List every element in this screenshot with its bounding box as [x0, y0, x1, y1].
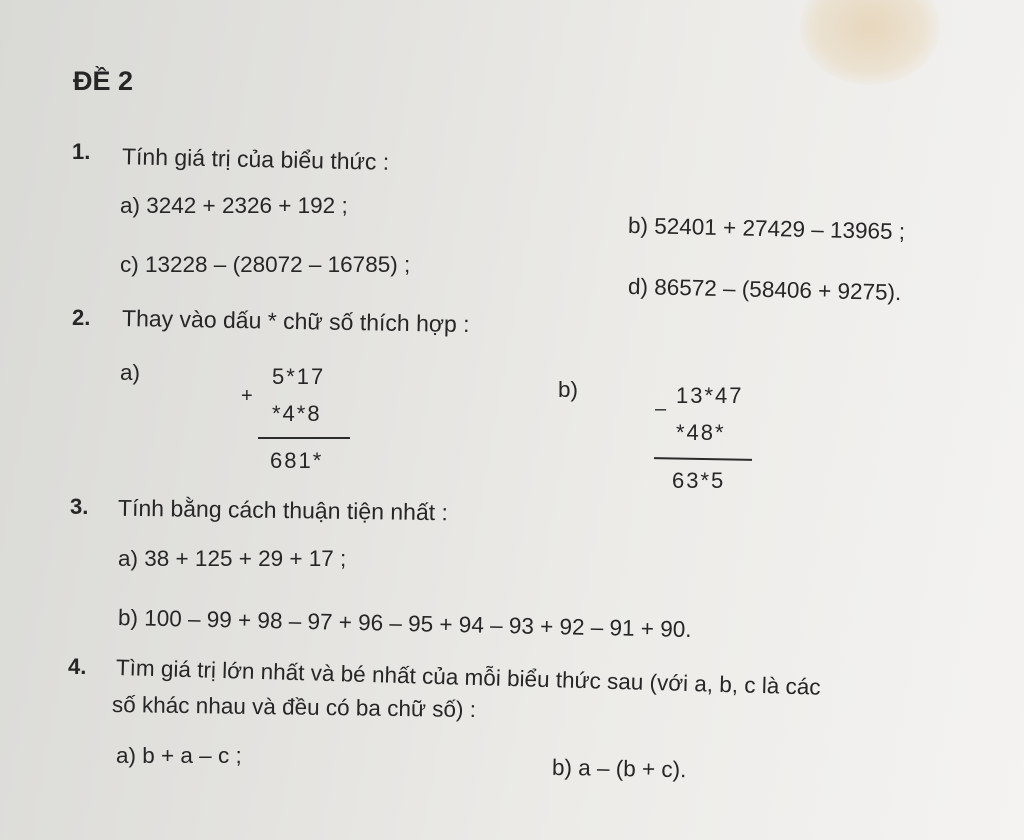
question-3a: a) 38 + 125 + 29 + 17 ; [118, 546, 347, 571]
question-1-number: 1. [72, 139, 91, 164]
question-4b: b) a – (b + c). [551, 754, 687, 783]
question-3b: b) 100 – 99 + 98 – 97 + 96 – 95 + 94 – 93 + 92 – 91 + 90. [117, 605, 692, 643]
question-3-text: Tính bằng cách thuận tiện nhất : [117, 494, 449, 526]
question-1a: a) 3242 + 2326 + 192 ; [120, 193, 348, 218]
question-3-number: 3. [70, 494, 89, 519]
question-2a-sum-line [258, 437, 350, 439]
question-2b-label: b) [558, 377, 579, 402]
question-2b-result: 63*5 [672, 468, 726, 493]
question-4a: a) b + a – c ; [116, 743, 242, 768]
question-1b: b) 52401 + 27429 – 13965 ; [627, 212, 906, 245]
page-heading: ĐỀ 2 [73, 66, 134, 96]
question-4-text-line2: số khác nhau và đều có ba chữ số) : [111, 692, 477, 723]
paper-stain [800, 0, 940, 85]
question-4-text-line1: Tìm giá trị lớn nhất và bé nhất của mỗi biểu thức sau (với a, b, c là các [115, 655, 821, 700]
question-2a-top: 5*17 [272, 364, 326, 389]
question-2b-middle: *48* [676, 420, 726, 445]
question-1d: d) 86572 – (58406 + 9275). [627, 273, 902, 306]
question-4-number: 4. [68, 654, 87, 679]
plus-sign: + [241, 385, 253, 407]
question-2b-top: 13*47 [676, 383, 744, 408]
minus-sign: – [655, 398, 667, 420]
question-2-number: 2. [72, 305, 91, 330]
question-2a-middle: *4*8 [272, 401, 322, 426]
question-2a-result: 681* [270, 448, 324, 473]
question-2-text: Thay vào dấu * chữ số thích hợp : [121, 304, 470, 338]
question-2b-difference-line [654, 457, 752, 461]
question-2a-label: a) [120, 360, 141, 385]
question-1-text: Tính giá trị của biểu thức : [121, 143, 390, 175]
question-1c: c) 13228 – (28072 – 16785) ; [120, 252, 411, 277]
